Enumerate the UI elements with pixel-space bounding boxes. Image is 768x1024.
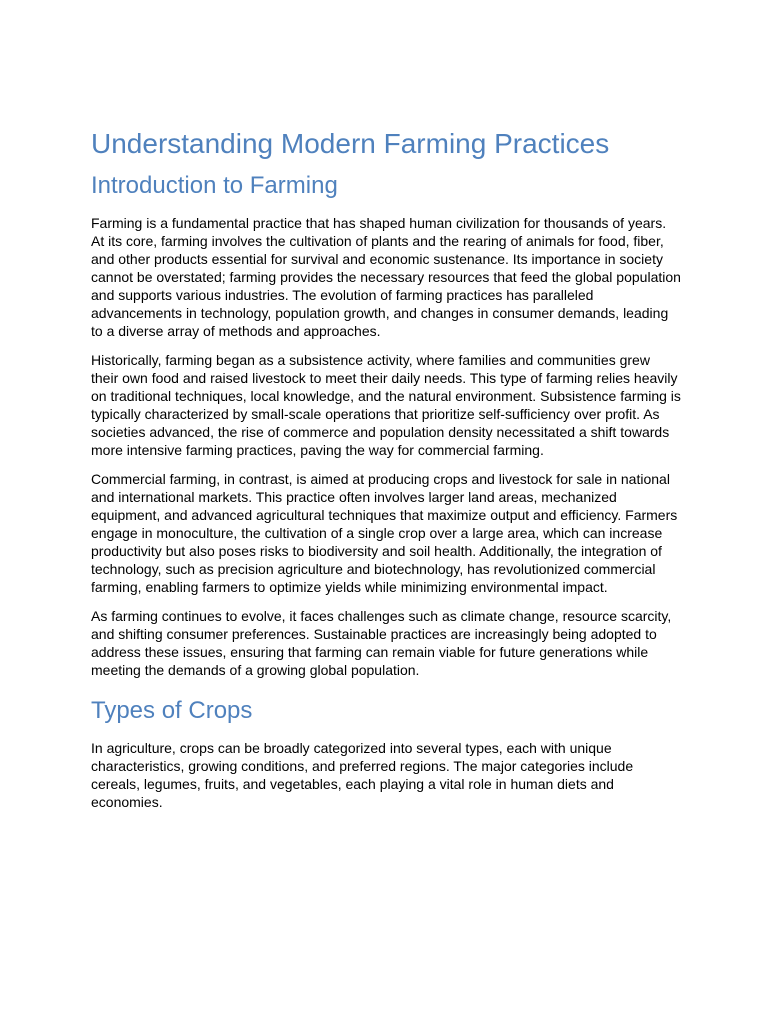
section-heading-types-of-crops: Types of Crops	[91, 697, 253, 724]
paragraph: Historically, farming began as a subsistence activity, where families and communities grew their own food and raised livestock to meet their daily needs. This type of farming relies heavily on traditional techniques, local knowledge, and the natural environment. Subsistence farming is typically characterized by small-scale operations that prioritize self-sufficiency over profit. As societies advanced, the rise of commerce and population density necessitated a shift towards more intensive farming practices, paving the way for commercial farming.	[91, 352, 681, 458]
paragraph: Commercial farming, in contrast, is aimed at producing crops and livestock for sale in national and international markets. This practice often involves larger land areas, mechanized equipment, and advanced agricultural techniques that maximize output and efficiency. Farmers engage in monoculture, the cultivation of a single crop over a large area, which can increase productivity but also poses risks to biodiversity and soil health. Additionally, the integration of technology, such as precision agriculture and biotechnology, has revolutionized commercial farming, enabling farmers to optimize yields while minimizing environmental impact.	[91, 471, 678, 595]
document-title: Understanding Modern Farming Practices	[91, 128, 610, 159]
section-types-of-crops	[91, 696, 681, 811]
paragraph: As farming continues to evolve, it faces challenges such as climate change, resource scarcity, and shifting consumer preferences. Sustainable practices are increasingly being adopted to address these issues, ensuring that farming can remain viable for future generations while meeting the demands of a growing global population.	[91, 608, 672, 678]
document-page	[91, 126, 681, 811]
section-introduction	[91, 171, 681, 679]
section-heading-introduction: Introduction to Farming	[91, 172, 338, 199]
paragraph: Farming is a fundamental practice that has shaped human civilization for thousands of years. At its core, farming involves the cultivation of plants and the rearing of animals for food, fiber, and other products essential for survival and economic sustenance. Its importance in society cannot be overstated; farming provides the necessary resources that feed the global population and supports various industries. The evolution of farming practices has paralleled advancements in technology, population growth, and changes in consumer demands, leading to a diverse array of methods and approaches.	[91, 215, 681, 339]
paragraph: In agriculture, crops can be broadly categorized into several types, each with unique characteristics, growing conditions, and preferred regions. The major categories include cereals, legumes, fruits, and vegetables, each playing a vital role in human diets and economies.	[91, 740, 634, 810]
